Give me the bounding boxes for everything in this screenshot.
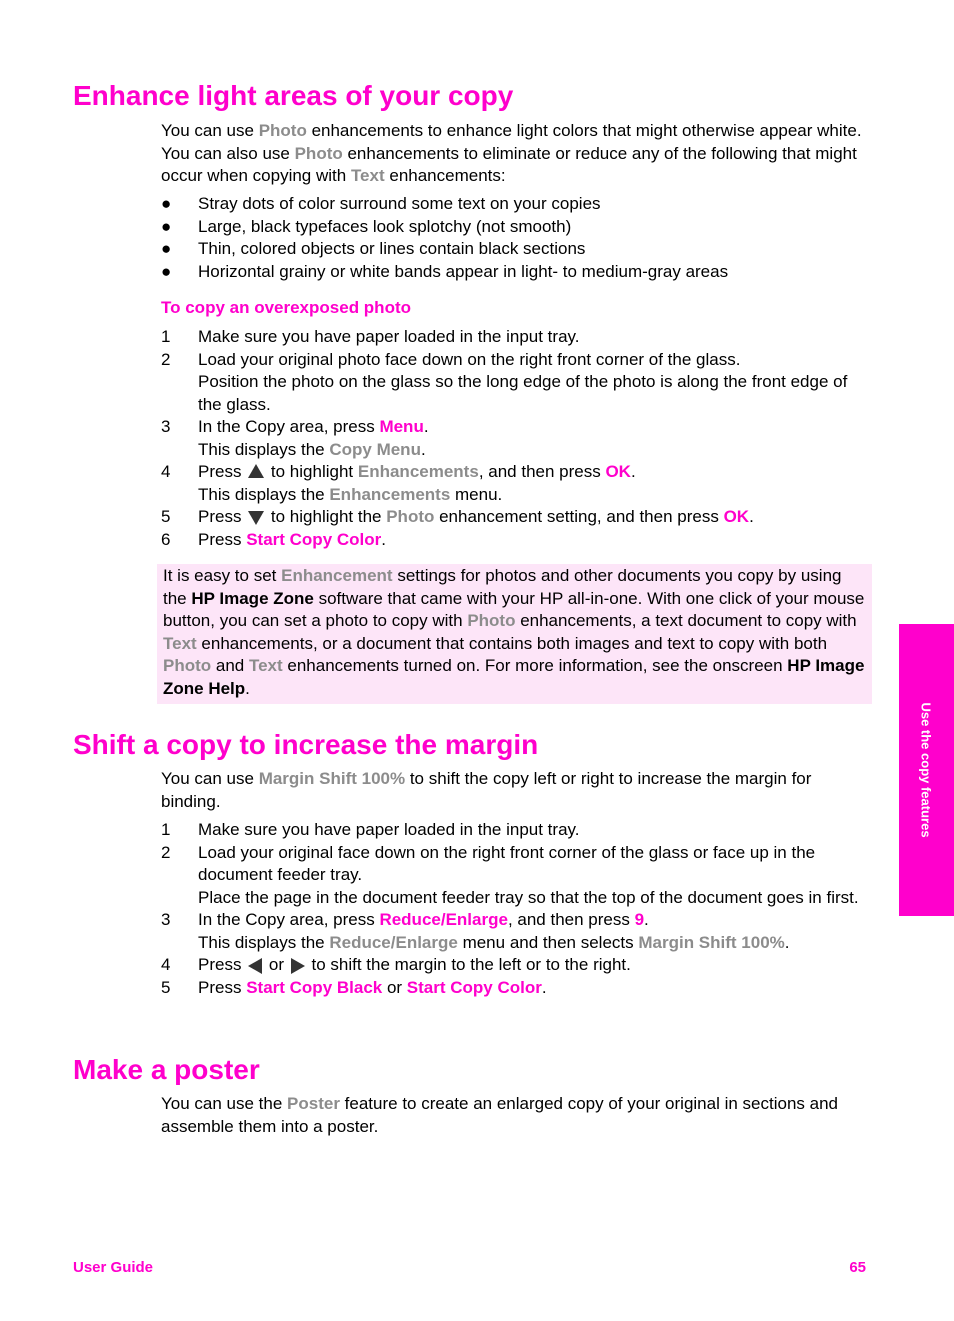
list-item: 5 Press to highlight the Photo enhancement setting, and then press OK. xyxy=(161,507,754,526)
list-item: 1 Make sure you have paper loaded in the input tray. xyxy=(161,327,580,346)
shift-steps xyxy=(161,819,873,999)
list-item: 2 Load your original photo face down on the right front corner of the glass. Position the photo on the glass so the long edge of the photo is along the front edge of the glass. xyxy=(161,349,848,414)
tip-note: It is easy to set Enhancement settings for photos and other documents you copy by using the HP Image Zone software that came with your HP all-in-one. With one click of your mouse button, you can set a photo to copy with Photo enhancements, a text document to copy with Text enhancements, or a document that contains both images and text to copy with both Photo and Text enhancements turned on. For more information, see the onscreen HP Image Zone Help. xyxy=(157,564,872,704)
term-reduce-enlarge: Reduce/Enlarge xyxy=(329,932,458,952)
section-title-poster: Make a poster xyxy=(73,1054,260,1085)
product-name: HP Image Zone xyxy=(191,588,314,608)
section-title-enhance: Enhance light areas of your copy xyxy=(73,80,514,111)
problem-bullet-list xyxy=(161,193,873,283)
button-name-start-copy-color: Start Copy Color xyxy=(246,529,382,549)
bullet-icon: ● xyxy=(161,239,172,258)
list-item: 6 Press Start Copy Color. xyxy=(161,529,386,549)
button-name-start-copy-black: Start Copy Black xyxy=(246,977,383,997)
page-number: 65 xyxy=(849,1259,866,1276)
list-item: ● Thin, colored objects or lines contain black sections xyxy=(161,238,873,261)
button-name-ok: OK xyxy=(605,462,631,481)
term-text: Text xyxy=(350,166,385,185)
list-item: 4 Press or to shift the margin to the left or to the right. xyxy=(161,955,631,974)
poster-intro: You can use the Poster feature to create an enlarged copy of your original in sections and assemble them into a poster. xyxy=(161,1094,838,1136)
down-arrow-icon xyxy=(248,511,264,525)
footer-guide-title: User Guide xyxy=(73,1259,154,1276)
list-item: 5 Press Start Copy Black or Start Copy Color. xyxy=(161,977,547,997)
term-copy-menu: Copy Menu xyxy=(329,439,421,459)
list-item: ● Stray dots of color surround some text on your copies xyxy=(161,193,873,216)
list-item: 4 Press to highlight Enhancements, and then press OK. This displays the Enhancements menu. xyxy=(161,462,636,504)
term-photo: Photo xyxy=(258,121,307,140)
button-name-ok: OK xyxy=(723,507,750,526)
bullet-icon: ● xyxy=(161,194,172,213)
bullet-icon: ● xyxy=(161,216,172,236)
chapter-side-tab xyxy=(899,624,954,916)
procedure-heading: To copy an overexposed photo xyxy=(161,298,411,317)
term-text: Text xyxy=(248,656,283,675)
term-photo: Photo xyxy=(294,143,343,163)
term-margin-shift: Margin Shift 100% xyxy=(638,932,785,952)
left-arrow-icon xyxy=(248,958,262,974)
list-item: 1 Make sure you have paper loaded in the input tray. xyxy=(161,820,580,839)
term-enhancement: Enhancement xyxy=(281,566,393,585)
right-arrow-icon xyxy=(291,958,305,974)
help-reference: HP Image Zone Help xyxy=(163,656,865,698)
term-photo: Photo xyxy=(467,611,516,630)
list-item: 3 In the Copy area, press Menu. This displays the Copy Menu. xyxy=(161,417,429,459)
shift-intro: You can use Margin Shift 100% to shift the copy left or right to increase the margin for binding. xyxy=(161,769,812,811)
term-margin-shift: Margin Shift 100% xyxy=(258,769,406,788)
chapter-tab-label: Use the copy features xyxy=(918,702,934,838)
button-name-menu: Menu xyxy=(379,417,424,436)
term-enhancements: Enhancements xyxy=(357,462,479,481)
list-item: 3 In the Copy area, press Reduce/Enlarge, and then press 9. This displays the Reduce/Enlarge menu and then selects Margin Shift 100%. xyxy=(161,910,790,952)
overexposed-steps xyxy=(161,326,873,551)
list-item: ● Large, black typefaces look splotchy (not smooth) xyxy=(161,216,873,239)
term-photo: Photo xyxy=(386,507,435,526)
list-item: 2 Load your original face down on the right front corner of the glass or face up in the document feeder tray. Place the page in the document feeder tray so that the top of the document goes in first. xyxy=(161,842,859,907)
term-enhancements: Enhancements xyxy=(329,484,451,504)
term-text: Text xyxy=(163,633,197,653)
enhance-intro: You can use Photo enhancements to enhance light colors that might otherwise appear white. You can also use Photo enhancements to eliminate or reduce any of the following that might occur when copying with Text enhancements: xyxy=(161,121,862,185)
term-poster: Poster xyxy=(287,1094,340,1113)
up-arrow-icon xyxy=(248,464,264,478)
button-name-reduce-enlarge: Reduce/Enlarge xyxy=(379,910,508,929)
section-title-shift: Shift a copy to increase the margin xyxy=(73,729,539,760)
list-item: ● Horizontal grainy or white bands appear in light- to medium-gray areas xyxy=(161,261,873,284)
bullet-icon: ● xyxy=(161,261,172,281)
term-photo: Photo xyxy=(163,656,212,675)
button-name-start-copy-color: Start Copy Color xyxy=(406,977,542,997)
button-name-9: 9 xyxy=(634,910,645,929)
